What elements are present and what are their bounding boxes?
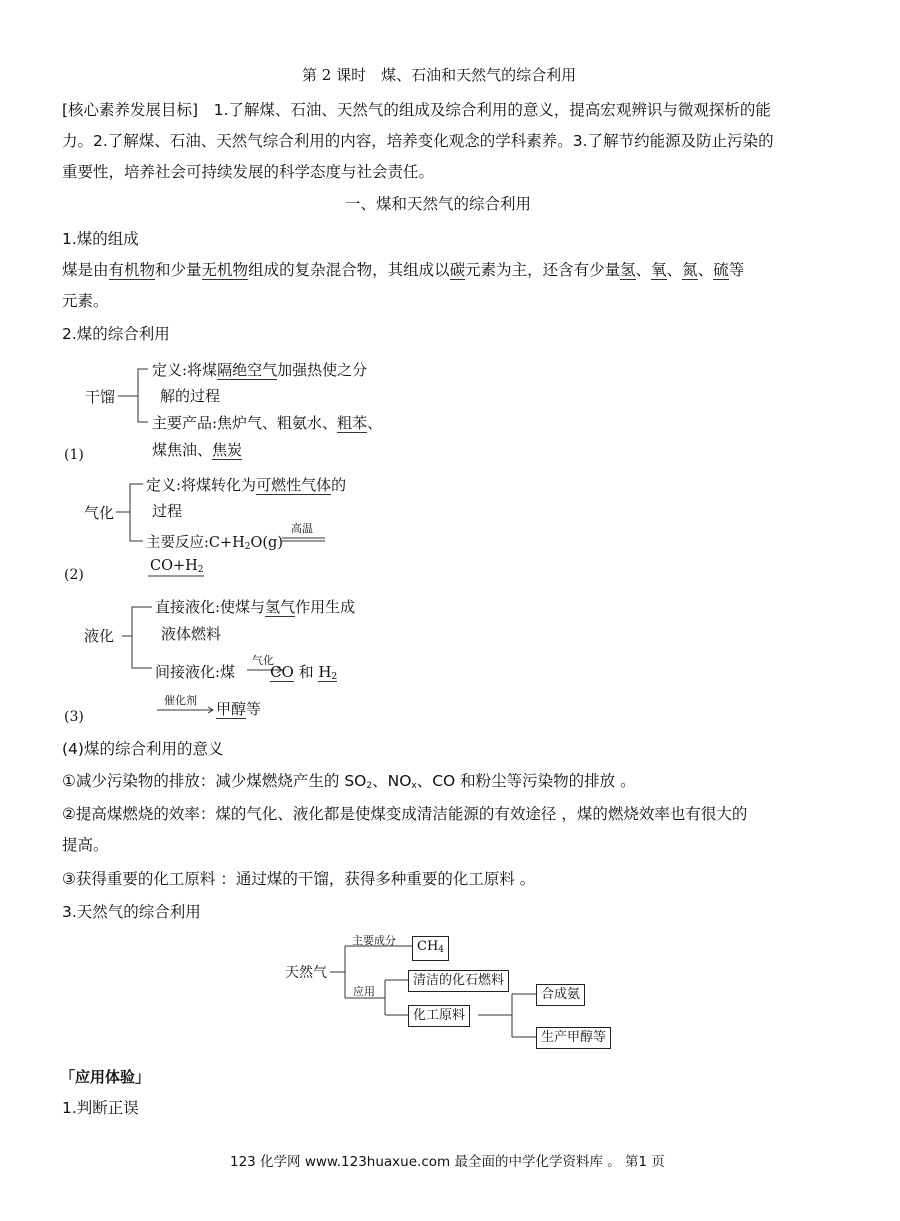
blank-hydrogen: 氢 [620,261,636,279]
application-label: 应用 [353,985,375,998]
blank-combustible-gas: 可燃性气体 [256,476,332,494]
item-number-2: (2) [64,567,84,583]
yehua-label: 液化 [84,627,115,645]
blank-methanol: 甲醇 [216,700,247,718]
ganliu-label: 干馏 [85,388,116,406]
direct-liquefaction-cont: 液体燃料 [161,625,222,643]
page-title: 第 2 课时 煤、石油和天然气的综合利用 [302,66,577,84]
ganliu-products-cont: 煤焦油、焦炭 [152,441,243,459]
judge-item: 1.判断正误 [62,1099,139,1117]
goals-line-1: [核心素养发展目标] 1.了解煤、石油、天然气的组成及综合利用的意义，提高宏观辨识与微观探析的能 [62,101,771,119]
main-component-label: 主要成分 [352,934,396,947]
meaning-heading: (4)煤的综合利用的意义 [62,740,224,758]
blank-hydrogen-gas: 氢气 [265,598,296,616]
blank-carbon: 碳 [449,261,466,279]
item-number-1: (1) [64,447,84,463]
chem-raw-box: 化工原料 [408,1005,470,1027]
blank-organic: 有机物 [108,261,156,279]
methanol-product: 甲醇等 [216,700,262,718]
blank-isolate-air: 隔绝空气 [217,361,278,379]
meaning-1: ①减少污染物的排放：减少煤燃烧产生的 $SO_2$、$NO_x$、CO 和粉尘等污染物的排放 。 [62,772,636,791]
coal-use-heading: 2.煤的综合利用 [62,325,170,343]
item-number-3: (3) [64,709,84,725]
section-heading: 一、煤和天然气的综合利用 [345,195,532,213]
ch4-box: $CH_4$ [412,936,449,961]
blank-inorganic: 无机物 [201,261,249,279]
direct-liquefaction: 直接液化:使煤与氢气作用生成 [155,598,356,616]
blank-nitrogen: 氮 [682,261,698,279]
ganliu-products: 主要产品:焦炉气、粗氨水、粗苯、 [152,414,383,432]
blank-sulfur: 硫 [713,261,729,279]
qihua-definition-cont: 过程 [152,502,183,520]
qihua-products: $CO+H_2$ [150,558,204,575]
goals-line-3: 重要性，培养社会可持续发展的科学态度与社会责任。 [62,163,435,181]
ganliu-definition-cont: 解的过程 [160,387,221,405]
qihua-definition: 定义:将煤转化为可燃性气体的 [146,476,347,494]
qihua-label: 气化 [84,504,115,522]
ganliu-definition: 定义:将煤隔绝空气加强热使之分 [152,361,368,379]
blank-crude-benzene: 粗苯 [337,414,368,432]
coal-composition-text-end: 元素。 [62,292,109,310]
coal-composition-text: 煤是由有机物和少量无机物组成的复杂混合物，其组成以碳元素为主，还含有少量氢、氧、氮、硫等 [62,261,745,279]
reaction-condition: 高温 [291,522,313,535]
blank-co: CO [270,663,294,681]
page-footer: 123 化学网 www.123huaxue.com 最全面的中学化学资料库 。 第1 页 [230,1154,665,1170]
coal-composition-heading: 1.煤的组成 [62,230,139,248]
indirect-liquefaction: 间接液化:煤 CO 和 $H_2$ [155,663,338,682]
blank-h2: $H_2$ [318,663,338,682]
clean-fuel-box: 清洁的化石燃料 [408,970,509,992]
ammonia-box: 合成氨 [536,984,585,1006]
blank-oxygen: 氧 [651,261,667,279]
qihua-reaction: 主要反应$:C+H_2O(g)$ [146,535,283,552]
application-heading: 「应用体验」 [60,1068,151,1086]
meaning-2-cont: 提高。 [62,836,109,854]
gasify-condition: 气化 [252,654,274,667]
meaning-2: ②提高煤燃烧的效率：煤的气化、液化都是使煤变成清洁能源的有效途径 ，煤的燃烧效率也有很大的 [62,805,748,823]
meaning-3: ③获得重要的化工原料 ：通过煤的干馏，获得多种重要的化工原料 。 [62,870,536,888]
catalyst-condition: 催化剂 [164,694,197,707]
gas-heading: 3.天然气的综合利用 [62,903,201,921]
blank-coke: 焦炭 [212,441,243,459]
goals-line-2: 力。2.了解煤、石油、天然气综合利用的内容，培养变化观念的学科素养。3.了解节约能源及防止污染的 [62,132,774,150]
methanol-box: 生产甲醇等 [536,1027,611,1049]
gas-root: 天然气 [285,965,327,981]
